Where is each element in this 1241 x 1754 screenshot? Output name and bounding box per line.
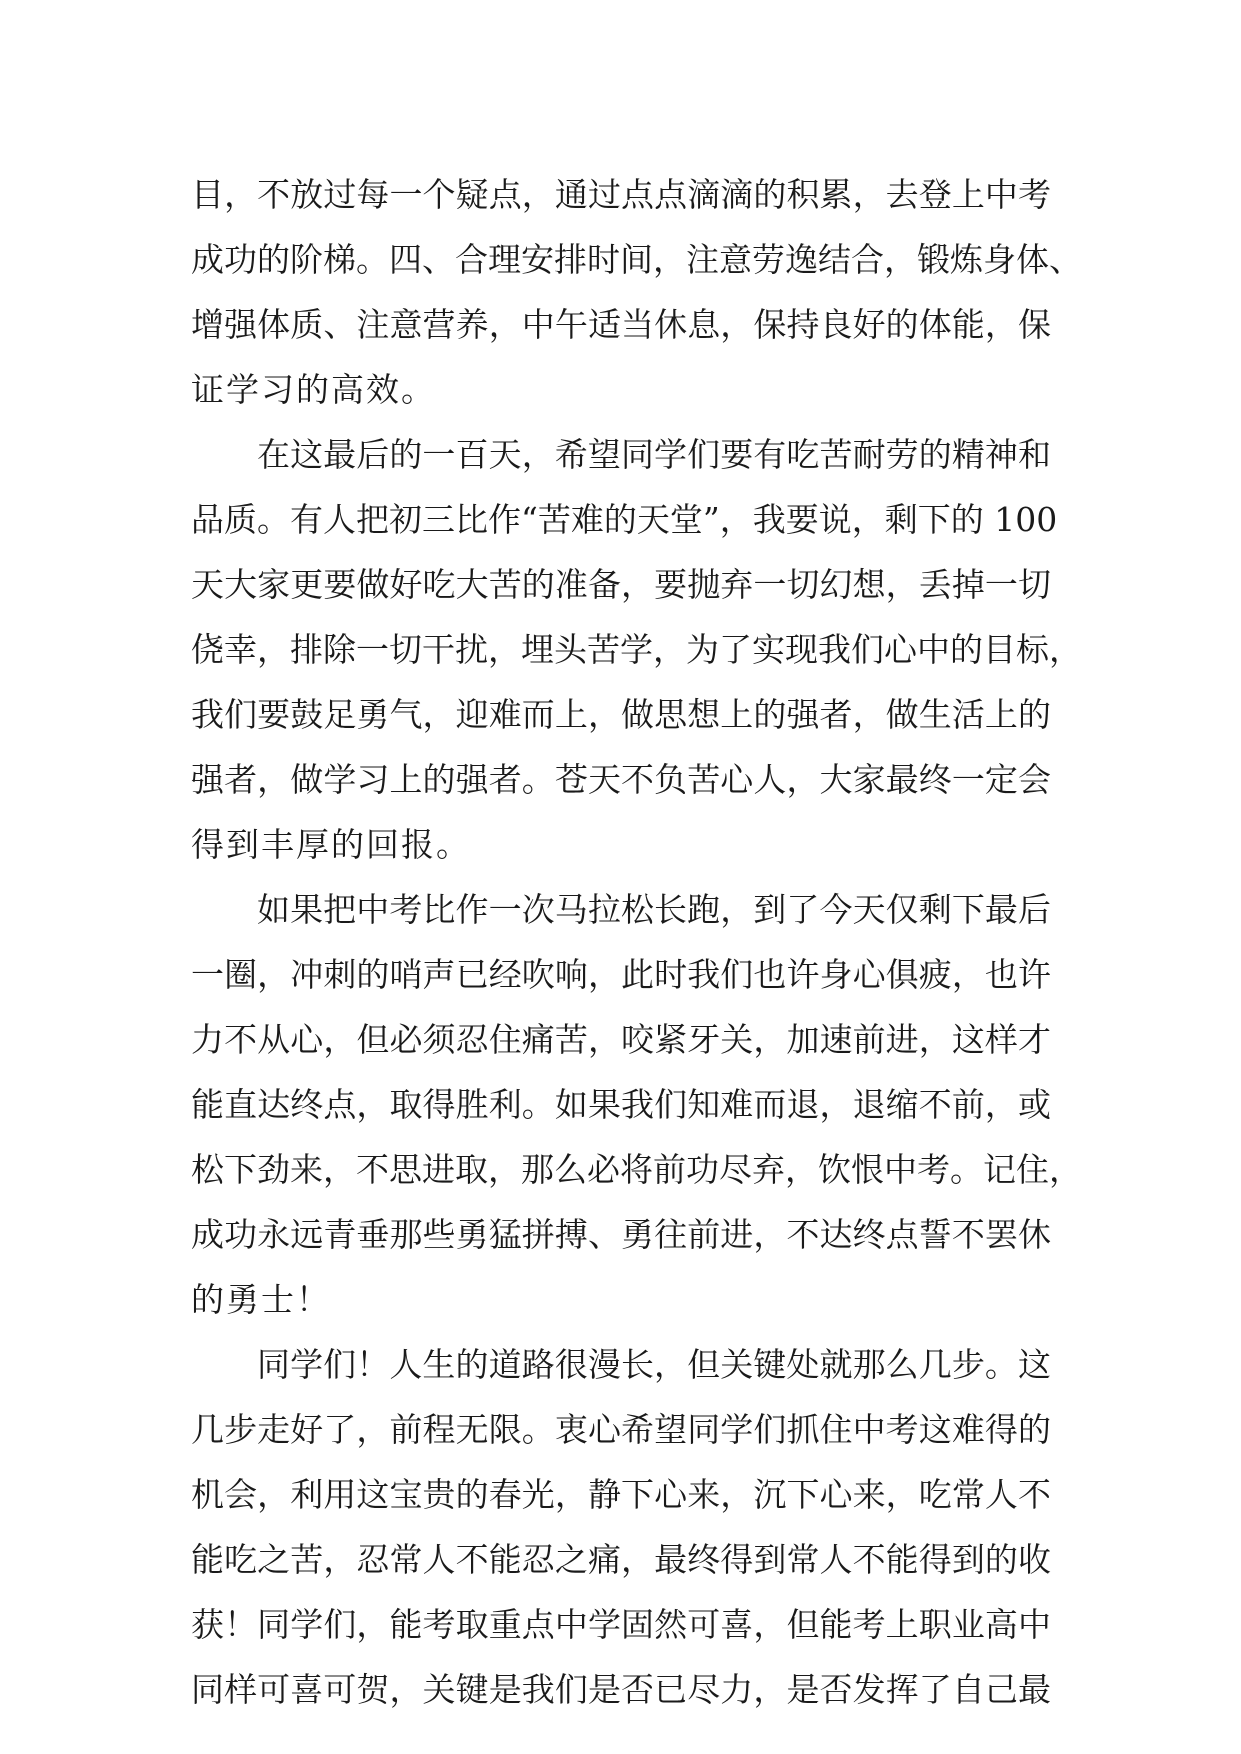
text-line: 松下劲来，不思进取，那么必将前功尽弃，饮恨中考。记住， xyxy=(191,1150,1082,1189)
text-line: 能直达终点，取得胜利。如果我们知难而退，退缩不前，或 xyxy=(191,1085,1051,1124)
text-line: 同样可喜可贺，关键是我们是否已尽力，是否发挥了自己最 xyxy=(191,1670,1051,1709)
text-line: 的勇士！ xyxy=(191,1280,331,1319)
text-line: 一圈，冲刺的哨声已经吹响，此时我们也许身心俱疲，也许 xyxy=(191,955,1051,994)
text-line: 得到丰厚的回报。 xyxy=(191,825,471,864)
text-line: 成功的阶梯。四、合理安排时间，注意劳逸结合，锻炼身体、 xyxy=(191,240,1082,279)
text-line: 几步走好了，前程无限。衷心希望同学们抓住中考这难得的 xyxy=(191,1410,1051,1449)
text-line: 强者，做学习上的强者。苍天不负苦心人，大家最终一定会 xyxy=(191,760,1051,799)
text-line: 侥幸，排除一切干扰，埋头苦学，为了实现我们心中的目标， xyxy=(191,630,1082,669)
paragraph xyxy=(191,877,1082,1332)
text-line: 天大家更要做好吃大苦的准备，要抛弃一切幻想，丢掉一切 xyxy=(191,565,1051,604)
text-line: 目，不放过每一个疑点，通过点点滴滴的积累，去登上中考 xyxy=(191,175,1051,214)
text-line: 在这最后的一百天，希望同学们要有吃苦耐劳的精神和 xyxy=(257,435,1051,474)
text-line: 证学习的高效。 xyxy=(191,370,436,409)
text-line: 品质。有人把初三比作“苦难的天堂”，我要说，剩下的 100 xyxy=(191,500,1058,539)
text-line: 力不从心，但必须忍住痛苦，咬紧牙关，加速前进，这样才 xyxy=(191,1020,1051,1059)
text-line: 同学们！人生的道路很漫长，但关键处就那么几步。这 xyxy=(257,1345,1051,1384)
text-line: 增强体质、注意营养，中午适当休息，保持良好的体能，保 xyxy=(191,305,1051,344)
text-line: 成功永远青垂那些勇猛拼搏、勇往前进，不达终点誓不罢休 xyxy=(191,1215,1051,1254)
paragraph xyxy=(191,1332,1051,1722)
text-line: 获！同学们，能考取重点中学固然可喜，但能考上职业高中 xyxy=(191,1605,1051,1644)
text-line: 如果把中考比作一次马拉松长跑，到了今天仅剩下最后 xyxy=(257,890,1051,929)
text-line: 能吃之苦，忍常人不能忍之痛，最终得到常人不能得到的收 xyxy=(191,1540,1051,1579)
body-text xyxy=(191,162,1082,1722)
paragraph xyxy=(191,162,1082,422)
text-line: 我们要鼓足勇气，迎难而上，做思想上的强者，做生活上的 xyxy=(191,695,1051,734)
paragraph xyxy=(191,422,1082,877)
text-line: 机会，利用这宝贵的春光，静下心来，沉下心来，吃常人不 xyxy=(191,1475,1051,1514)
